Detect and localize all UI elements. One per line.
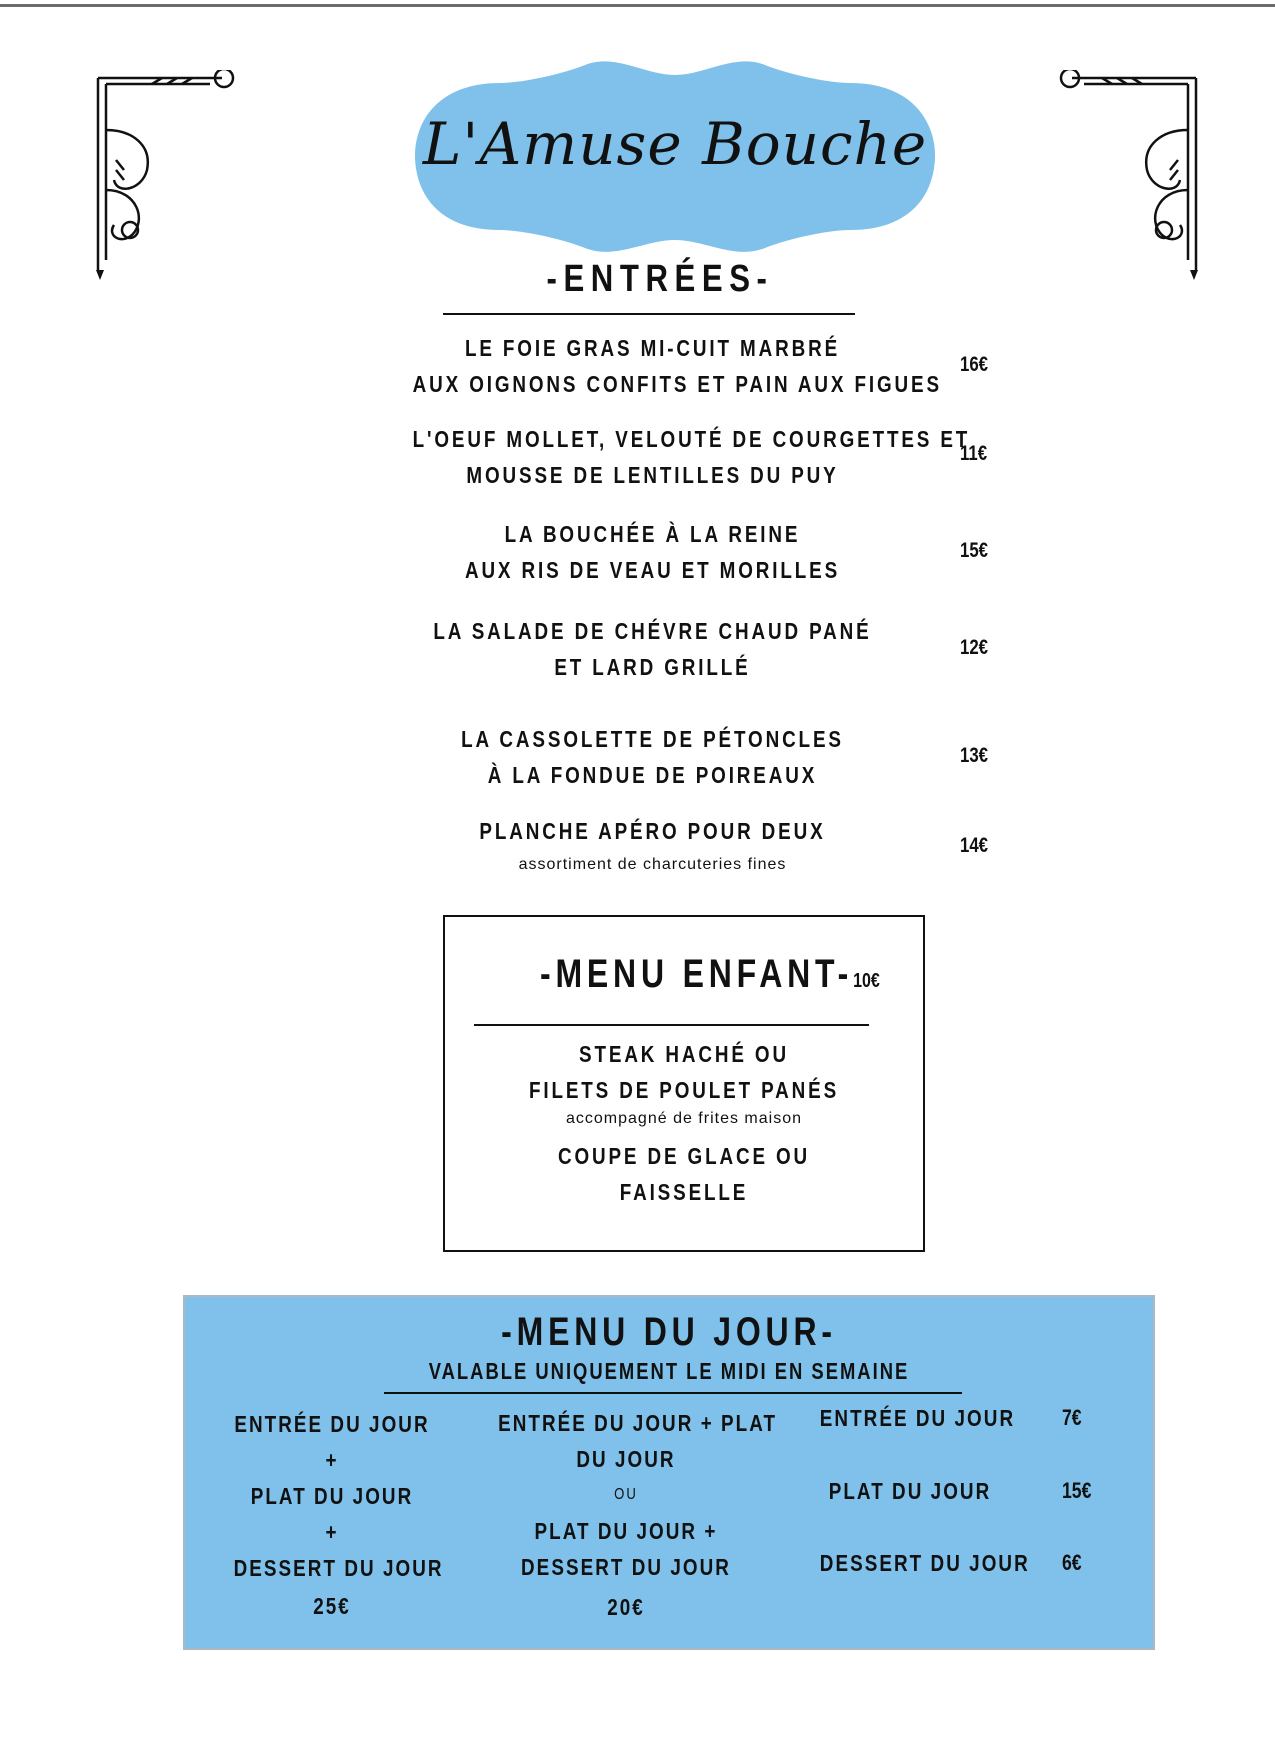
section-title-entrees: -ENTRÉES- [546, 258, 774, 300]
a-la-carte-price: 6€ [1062, 1550, 1082, 1575]
item-note: assortiment de charcuteries fines [518, 856, 787, 873]
a-la-carte-price: 15€ [1062, 1478, 1092, 1503]
item-price: 15€ [960, 539, 989, 562]
kids-item: STEAK HACHÉ OU [579, 1041, 789, 1067]
scan-edge-line [0, 4, 1275, 7]
item-price: 14€ [960, 834, 989, 857]
item-price: 16€ [960, 353, 989, 376]
menu-item [360, 813, 945, 877]
formula-2 [470, 1405, 782, 1625]
formula-line: DESSERT DU JOUR [521, 1554, 731, 1580]
formula-line: DESSERT DU JOUR [233, 1555, 444, 1581]
kids-item-note: accompagné de frites maison [566, 1110, 802, 1127]
formula-1 [212, 1406, 452, 1624]
kids-menu-title-text: -MENU ENFANT- [540, 952, 854, 996]
a-la-carte-row [800, 1405, 1100, 1441]
logo-text: L'Amuse Bouche [422, 110, 928, 178]
menu-item [360, 330, 945, 402]
divider [443, 313, 855, 315]
item-name: AUX OIGNONS CONFITS ET PAIN AUX FIGUES [412, 371, 942, 397]
formula-line: + [325, 1519, 339, 1545]
formula-line: ENTRÉE DU JOUR [234, 1411, 430, 1437]
formula-price: 25€ [313, 1593, 351, 1619]
kids-dessert: FAISSELLE [619, 1179, 749, 1205]
formula-line: + [325, 1447, 339, 1473]
a-la-carte-price: 7€ [1062, 1405, 1082, 1430]
item-name: LA SALADE DE CHÉVRE CHAUD PANÉ [433, 618, 872, 644]
kids-dessert: COUPE DE GLACE OU [557, 1143, 811, 1169]
item-name: L'OEUF MOLLET, VELOUTÉ DE COURGETTES ET [412, 426, 971, 452]
item-price: 13€ [960, 744, 989, 767]
item-price: 11€ [960, 442, 988, 465]
formula-price: 20€ [607, 1594, 645, 1620]
item-name: MOUSSE DE LENTILLES DU PUY [466, 462, 839, 488]
item-name: LA CASSOLETTE DE PÉTONCLES [461, 726, 844, 752]
menu-item [360, 421, 971, 493]
kids-item: FILETS DE POULET PANÉS [528, 1077, 840, 1103]
ornament-corner-icon [1052, 70, 1202, 280]
formula-or: OU [614, 1486, 638, 1503]
daily-menu-title: -MENU DU JOUR- [501, 1310, 837, 1354]
a-la-carte-row [800, 1550, 1100, 1586]
item-name: À LA FONDUE DE POIREAUX [487, 762, 818, 788]
divider [384, 1392, 962, 1394]
formula-line: ENTRÉE DU JOUR + PLAT [498, 1410, 778, 1436]
item-name: PLANCHE APÉRO POUR DEUX [479, 818, 826, 844]
daily-menu-subtitle: VALABLE UNIQUEMENT LE MIDI EN SEMAINE [428, 1358, 910, 1384]
menu-item [360, 516, 945, 588]
kids-menu-price: 10€ [853, 970, 880, 992]
formula-line: DU JOUR [576, 1446, 676, 1472]
a-la-carte-row [800, 1478, 1100, 1514]
menu-item [360, 613, 945, 685]
item-name: LE FOIE GRAS MI-CUIT MARBRÉ [464, 335, 841, 361]
ornament-corner-icon [92, 70, 242, 280]
a-la-carte-name: ENTRÉE DU JOUR [819, 1405, 1016, 1431]
item-name: LA BOUCHÉE À LA REINE [504, 521, 801, 547]
formula-line: PLAT DU JOUR [250, 1483, 414, 1509]
item-name: ET LARD GRILLÉ [554, 654, 751, 680]
a-la-carte-name: DESSERT DU JOUR [819, 1550, 1030, 1576]
menu-item [360, 721, 945, 793]
item-name: AUX RIS DE VEAU ET MORILLES [464, 557, 841, 583]
kids-menu-title [540, 952, 880, 997]
item-price: 12€ [960, 636, 989, 659]
divider [474, 1024, 869, 1026]
kids-menu-list [443, 1036, 925, 1210]
formula-line: PLAT DU JOUR + [534, 1518, 718, 1544]
a-la-carte-name: PLAT DU JOUR [828, 1478, 992, 1504]
